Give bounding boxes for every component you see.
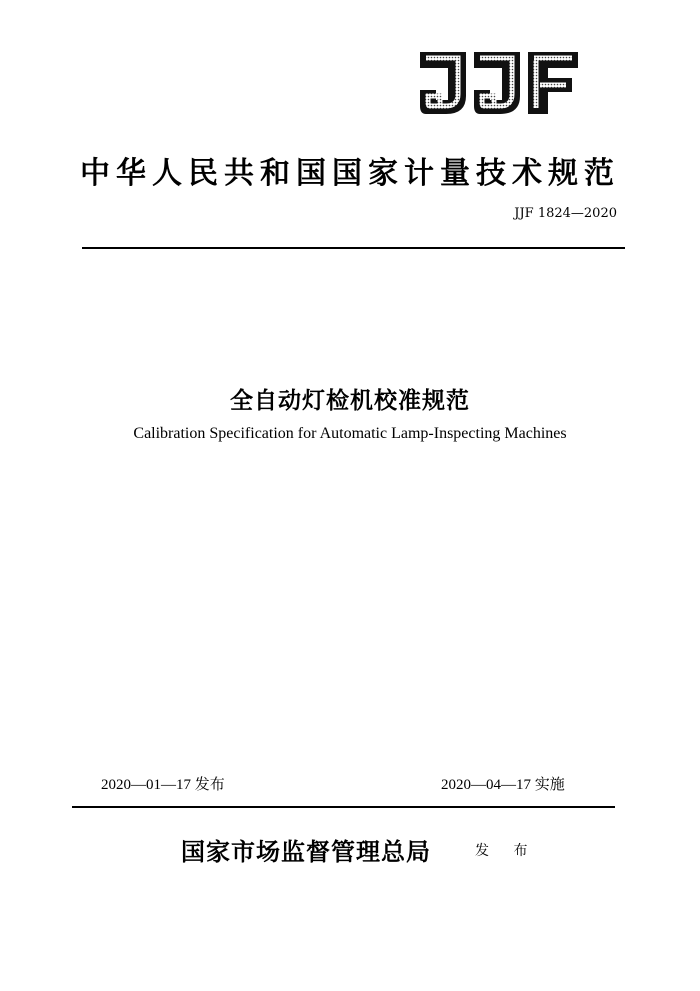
issuing-authority: 国家市场监督管理总局 — [181, 838, 431, 866]
top-divider — [82, 247, 625, 249]
issuer-suffix: 发 布 — [475, 843, 538, 859]
implementation-date: 2020—04—17 实施 — [441, 777, 565, 793]
bottom-divider — [72, 806, 615, 808]
issue-date: 2020—01—17 发布 — [101, 777, 225, 793]
standard-category-title: 中华人民共和国国家计量技术规范 — [80, 156, 620, 191]
document-title-cn: 全自动灯检机校准规范 — [230, 388, 470, 414]
logo-letter-f — [528, 52, 578, 114]
logo-letter-j2 — [474, 52, 520, 114]
logo-letter-j1 — [420, 52, 466, 114]
standard-code: JJF 1824—2020 — [514, 206, 617, 221]
jjf-logo — [418, 50, 580, 116]
document-title-en: Calibration Specification for Automatic Lamp-Inspecting Machines — [133, 425, 567, 442]
